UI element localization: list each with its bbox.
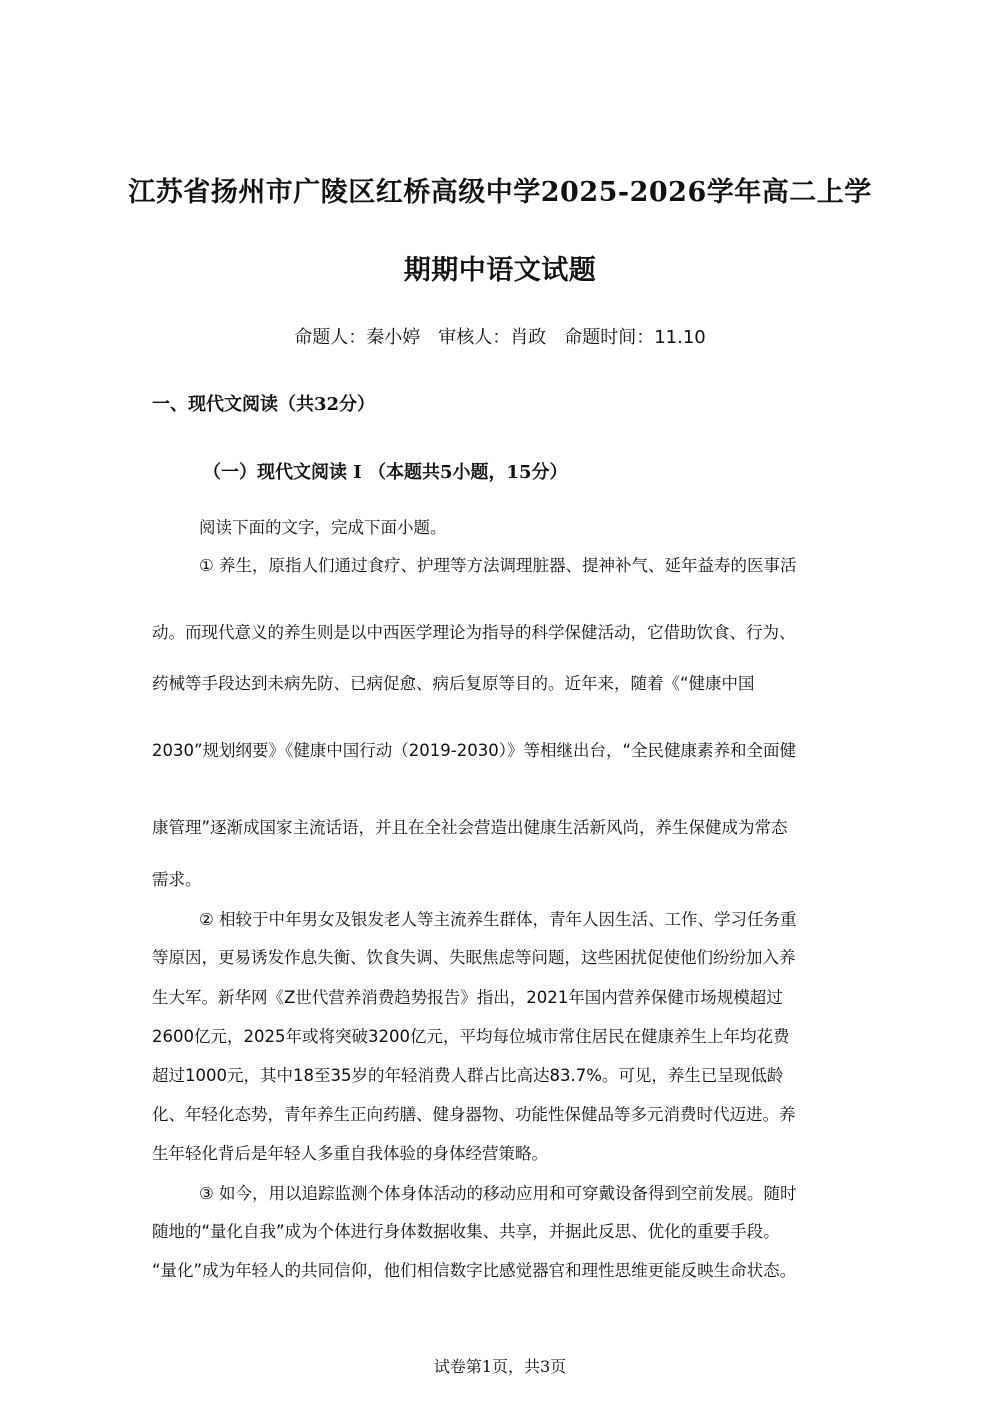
passage-line: 生大军。新华网《Z世代营养消费趋势报告》指出，2021年国内营养保健市场规模超过 (152, 988, 783, 1007)
passage-line: 药械等手段达到未病先防、已病促愈、病后复原等目的。近年来，随着《“健康中国 (152, 674, 755, 693)
passage-line: 康管理”逐渐成国家主流话语，并且在全社会营造出健康生活新风尚，养生保健成为常态 (152, 818, 788, 837)
passage-line: 等原因，更易诱发作息失衡、饮食失调、失眠焦虑等问题，这些困扰促使他们纷纷加入养 (152, 948, 796, 967)
passage-line: 2030”规划纲要》《健康中国行动（2019-2030）》等相继出台，“全民健康素养和全面健 (152, 741, 797, 760)
passage-line: 超过1000元，其中18至35岁的年轻消费人群占比高达83.7%。可见，养生已呈现低龄 (152, 1066, 784, 1085)
passage-line: ① 养生，原指人们通过食疗、护理等方法调理脏器、提神补气、延年益寿的医事活 (199, 556, 797, 575)
passage-line: ② 相较于中年男女及银发老人等主流养生群体，青年人因生活、工作、学习任务重 (199, 910, 797, 929)
passage-line: 随地的“量化自我”成为个体进行身体数据收集、共享，并据此反思、优化的重要手段。 (152, 1222, 780, 1241)
exam-title-line-1: 江苏省扬州市广陵区红桥高级中学2025-2026学年高二上学 (128, 177, 872, 208)
passage-line: “量化”成为年轻人的共同信仰，他们相信数字比感觉器官和理性思维更能反映生命状态。 (152, 1261, 797, 1280)
exam-meta-info: 命题人：秦小婷 审核人：肖政 命题时间：11.10 (294, 327, 706, 348)
passage-line: 需求。 (152, 870, 202, 889)
passage-line: 2600亿元，2025年或将突破3200亿元，平均每位城市常住居民在健康养生上年均花费 (152, 1027, 790, 1046)
section-heading: 一、现代文阅读（共32分） (152, 394, 376, 415)
passage-line: ③ 如今，用以追踪监测个体身体活动的移动应用和可穿戴设备得到空前发展。随时 (199, 1184, 797, 1203)
passage-line: 动。而现代意义的养生则是以中西医学理论为指导的科学保健活动，它借助饮食、行为、 (152, 623, 796, 642)
exam-title-line-2: 期期中语文试题 (403, 255, 597, 286)
page-footer: 试卷第1页，共3页 (433, 1357, 567, 1376)
subsection-heading: （一）现代文阅读 I （本题共5小题，15分） (203, 462, 568, 483)
reading-instruction: 阅读下面的文字，完成下面小题。 (199, 518, 447, 537)
passage-line: 生年轻化背后是年轻人多重自我体验的身体经营策略。 (152, 1144, 548, 1163)
passage-line: 化、年轻化态势，青年养生正向药膳、健身器物、功能性保健品等多元消费时代迈进。养 (152, 1105, 796, 1124)
